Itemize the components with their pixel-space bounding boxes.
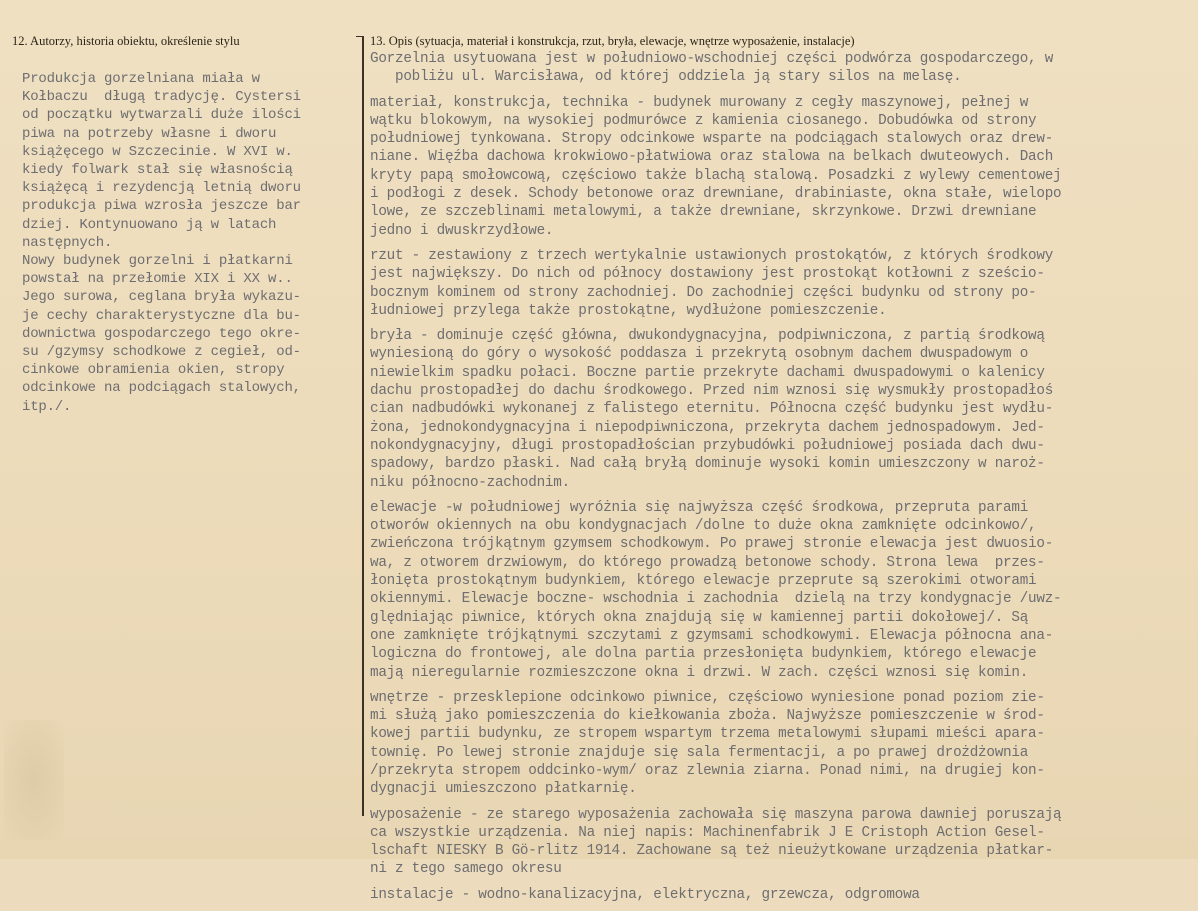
text-line: elewacje -w południowej wyróżnia się najwyższa część środkowa, przepruta parami (370, 499, 1029, 516)
text-line: południowej tynkowana. Stropy odcinkowe wsparte na podciągach stalowych oraz drew- (370, 131, 1054, 148)
text-line: kiedy folwark stał się własnością (22, 162, 293, 179)
text-line: lschaft NIESKY B Gö-rlitz 1914. Zachowane są też nieużytkowane urządzenia płatkar- (370, 843, 1054, 860)
paper-stain (4, 720, 64, 840)
text-line: rzut - zestawiony z trzech wertykalnie ustawionych prostokątów, z których środkowy (370, 247, 1054, 264)
text-line: ględniając piwnice, których okna znajdują się w kamiennej partii dokołowej/. Są (370, 609, 1029, 626)
text-line: dachu prostopadłej do dachu środkowego. Przed nim wznosi się wysmukły prostopadłoś (370, 383, 1054, 400)
text-line: łonięta prostokątnym budynkiem, którego elewacje przeprute są szerokimi otworami (370, 573, 1037, 590)
text-line: niane. Więźba dachowa krokwiowo-płatwiowa oraz stalowa na belkach dwuteowych. Dach (370, 149, 1054, 166)
text-line: dziej. Kontynuowano ją w latach (22, 216, 277, 233)
text-line: Jego surowa, ceglana bryła wykazu- (22, 289, 301, 306)
description-paragraph (370, 499, 1196, 682)
text-line: kryty papą smołowcową, częściowo także blachą stalową. Posadzki z wylewy cementowej (370, 167, 1062, 184)
history-text-column (22, 70, 358, 416)
text-line: mi służą jako pomieszczenia do kiełkowania zboża. Najwyższe pomieszczenie w środ- (370, 708, 1045, 725)
text-line: bocznym kominem od strony zachodniej. Do zachodniej części budynku od strony po- (370, 284, 1037, 301)
description-paragraph (370, 94, 1196, 240)
text-line: bryła - dominuje część główna, dwukondygnacyjna, podpiwniczona, z partią środkową (370, 328, 1045, 345)
text-line: wyposażenie - ze starego wyposażenia zachowała się maszyna parowa dawniej poruszają (370, 806, 1062, 823)
text-line: materiał, konstrukcja, technika - budynek murowany z cegły maszynowej, pełnej w (370, 94, 1029, 111)
text-line: ca wszystkie urządzenia. Na niej napis: Machinenfabrik J E Cristoph Action Gesel- (370, 824, 1045, 841)
text-line: odcinkowe na podciągach stalowych, (22, 380, 301, 397)
text-line: powstał na przełomie XIX i XX w.. (22, 271, 293, 288)
description-paragraph (370, 247, 1196, 320)
text-line: jest największy. Do nich od północy dostawiony jest prostokąt kotłowni z sześcio- (370, 266, 1045, 283)
text-line: itp./. (22, 398, 72, 415)
description-paragraph (370, 327, 1196, 492)
text-line: logiczna do frontowej, ale dolna partia przesłonięta budynkiem, którego elewacje (370, 646, 1037, 663)
text-line: żona, jednokondygnacyjna i niepodpiwniczona, przekryta dachem jednospadowym. Jed- (370, 419, 1045, 436)
text-line: pobliżu ul. Warcisława, od której oddziela ją stary silos na melasę. (370, 69, 962, 86)
column-divider (362, 36, 364, 816)
text-line: piwa na potrzeby własne i dworu (22, 125, 277, 142)
text-line: jedno i dwuskrzydłowe. (370, 222, 554, 239)
text-line: łudniowej przylega także prostokątne, wydłużone pomieszczenie. (370, 302, 887, 319)
text-line: cinkowe obramienia okien, stropy (22, 362, 285, 379)
text-line: mają nieregularnie rozmieszczone okna i drzwi. W zach. części wznosi się komin. (370, 664, 1029, 681)
text-line: Produkcja gorzelniana miała w (22, 71, 260, 87)
text-line: one zamknięte trójkątnymi szczytami z gzymsami schodkowymi. Elewacja północna ana- (370, 627, 1054, 644)
text-line: townię. Po lewej stronie znajduje się sala fermentacji, a po prawej drożdżownia (370, 744, 1029, 761)
text-line: niku północno-zachodnim. (370, 474, 570, 491)
description-paragraph (370, 50, 1196, 87)
text-line: kowej partii budynku, ze stropem wspartym trzema metalowymi słupami mieści apara- (370, 726, 1045, 743)
text-line: książęcego w Szczecinie. W XVI w. (22, 143, 293, 160)
description-paragraph (370, 886, 1196, 904)
text-line: downictwa gospodarczego tego okre- (22, 325, 301, 342)
text-line: niewielkim spadku połaci. Boczne partie przekryte dachami dwuspadowymi o kalenicy (370, 364, 1045, 381)
text-line: spadowy, bardzo płaski. Nad całą bryłą dominuje wysoki komin umieszczony w naroż- (370, 456, 1045, 473)
text-line: dygnacji umieszczono płatkarnię. (370, 781, 637, 798)
text-line: Gorzelnia usytuowana jest w południowo-wschodniej części podwórza gospodarczego, w (370, 51, 1054, 67)
description-text-column (370, 50, 1196, 911)
text-line: wa, z otworem drzwiowym, do którego prowadzą betonowe schody. Strona lewa przes- (370, 554, 1045, 571)
description-paragraph (370, 689, 1196, 799)
text-line: nokondygnacyjny, długi prostopadłościan przybudówki południowej posiada dach dwu- (370, 437, 1045, 454)
text-line: ni z tego samego okresu (370, 861, 562, 878)
text-line: otworów okiennych na obu kondygnacjach /dolne to duże okna zamknięte odcinkowo/, (370, 518, 1037, 535)
text-line: wątku blokowym, na wysokiej podmurówce z kamienia ciosanego. Dobudówka od strony (370, 112, 1037, 129)
text-line: produkcja piwa wzrosła jeszcze bar (22, 198, 301, 215)
text-line: /przekryta stropem oddcinko-wym/ oraz zlewnia ziarna. Ponad nimi, na drugiej kon- (370, 762, 1045, 779)
text-line: następnych. (22, 234, 113, 251)
section-13-header: 13. Opis (sytuacja, materiał i konstrukcja, rzut, bryła, elewacje, wnętrze wyposażenie, instalacje) (370, 34, 855, 48)
text-line: je cechy charakterystyczne dla bu- (22, 307, 301, 324)
section-12-header: 12. Autorzy, historia obiektu, określenie stylu (12, 34, 240, 48)
text-line: cian nadbudówki wykonanej z falistego eternitu. Północna część budynku jest wydłu- (370, 401, 1054, 418)
text-line: zwieńczona trójkątnym gzymsem schodkowym. Po prawej stronie elewacja jest dwuosio- (370, 536, 1054, 553)
text-line: lowe, ze szczeblinami metalowymi, a także drewniane, skrzynkowe. Drzwi drewniane (370, 204, 1037, 221)
text-line: wyniesioną do góry o wysokość poddasza i przekrytą osobnym dachem dwuspadowym o (370, 346, 1029, 363)
text-line: wnętrze - przesklepione odcinkowo piwnice, częściowo wyniesione ponad poziom zie- (370, 689, 1045, 706)
text-line: Nowy budynek gorzelni i płatkarni (22, 253, 293, 270)
text-line: od początku wytwarzali duże ilości (22, 107, 301, 124)
text-line: książęcą i rezydencją letnią dworu (22, 180, 301, 197)
text-line: Kołbaczu długą tradycję. Cystersi (22, 89, 301, 106)
text-line: su /gzymsy schodkowe z cegieł, od- (22, 344, 301, 361)
text-line: okiennymi. Elewacje boczne- wschodnia i zachodnia dzielą na trzy kondygnacje /uwz- (370, 591, 1062, 608)
description-paragraph (370, 806, 1196, 879)
text-line: i podłogi z desek. Schody betonowe oraz drewniane, drabiniaste, okna stałe, wielopo (370, 186, 1062, 203)
text-line: instalacje - wodno-kanalizacyjna, elektryczna, grzewcza, odgromowa (370, 886, 920, 903)
